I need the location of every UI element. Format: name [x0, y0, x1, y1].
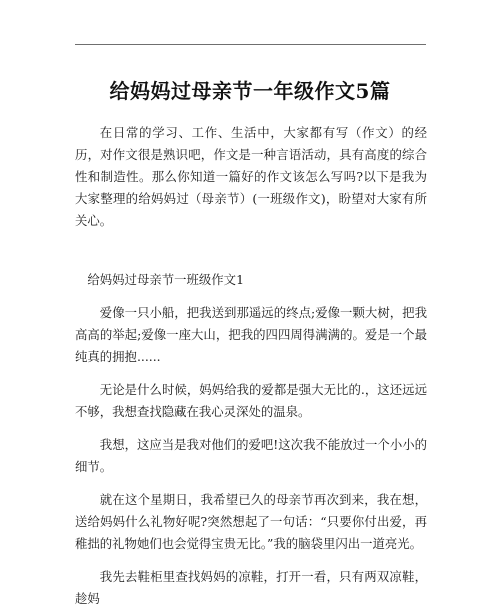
top-divider — [75, 44, 426, 45]
document-title: 给妈妈过母亲节一年级作文5篇 — [109, 79, 391, 103]
body-paragraph: 就在这个星期日，我希望已久的母亲节再次到来，我在想，送给妈妈什么礼物好呢?突然想起了一句话：“只要你付出爱，再稚拙的礼物她们也会觉得宝贵无比。”我的脑袋里闪出一道亮光。 — [75, 492, 427, 551]
body-paragraph: 无论是什么时候，妈妈给我的爱都是强大无比的.，这还远远不够，我想查找隐藏在我心灵深处的温泉。 — [75, 382, 427, 419]
document-body — [75, 122, 427, 610]
intro-paragraph: 在日常的学习、工作、生活中，大家都有写（作文）的经历，对作文很是熟识吧，作文是一种言语活动，具有高度的综合性和制造性。那么你知道一篇好的作文该怎么写吗?以下是我为大家整理的给妈妈过（母亲节）(一班级作文)，盼望对大家有所关心。 — [75, 125, 427, 228]
body-paragraph: 爱像一只小船，把我送到那遥远的终点;爱像一颗大树，把我高高的举起;爱像一座大山，把我的四四周得满满的。爱是一个最纯真的拥抱...... — [75, 305, 427, 364]
body-paragraph: 我想，这应当是我对他们的爱吧!这次我不能放过一个小小的细节。 — [75, 437, 427, 474]
body-paragraph: 我先去鞋柜里查找妈妈的凉鞋，打开一看，只有两双凉鞋，趁妈 — [75, 569, 427, 606]
section-heading: 给妈妈过母亲节一班级作文1 — [87, 272, 244, 287]
